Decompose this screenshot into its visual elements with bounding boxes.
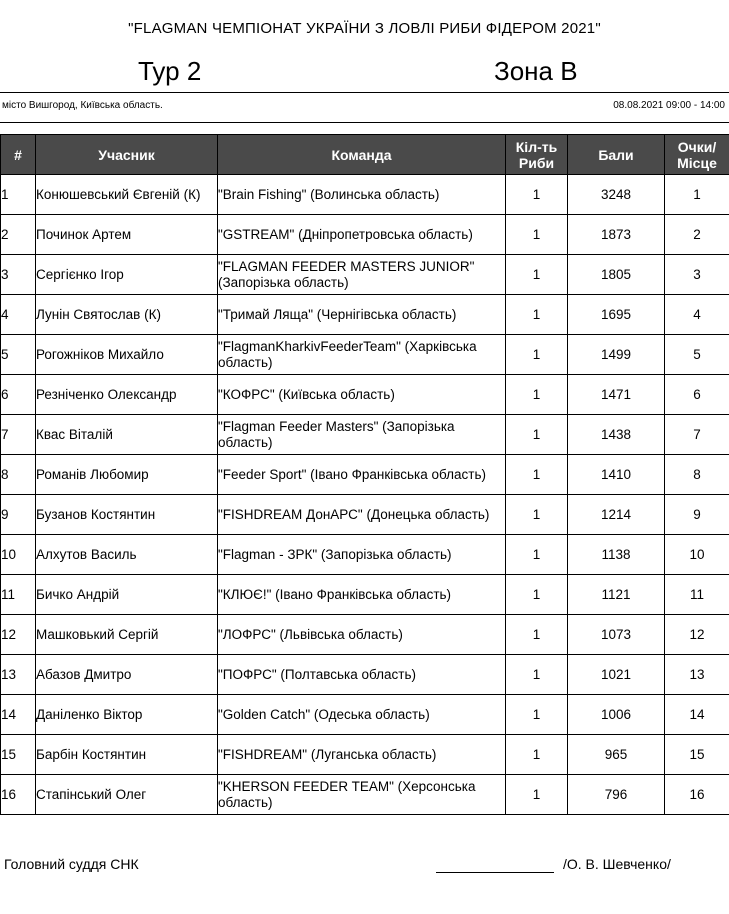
cell-number: 10 (1, 535, 36, 575)
cell-place: 16 (665, 775, 729, 815)
cell-participant: Машковький Сергій (36, 615, 218, 655)
cell-number: 6 (1, 375, 36, 415)
cell-number: 16 (1, 775, 36, 815)
table-row (1, 415, 729, 455)
cell-place: 5 (665, 335, 729, 375)
cell-place: 14 (665, 695, 729, 735)
column-header-points: Бали (568, 135, 665, 175)
cell-team: "КОФРС" (Київська область) (218, 375, 506, 415)
cell-points: 1073 (568, 615, 665, 655)
cell-points: 1214 (568, 495, 665, 535)
cell-participant: Барбін Костянтин (36, 735, 218, 775)
cell-number: 4 (1, 295, 36, 335)
zone-label: Зона B (494, 56, 578, 86)
cell-team: "Flagman - ЗРК" (Запорізька область) (218, 535, 506, 575)
results-table (0, 134, 729, 815)
cell-number: 15 (1, 735, 36, 775)
cell-participant: Резніченко Олександр (36, 375, 218, 415)
judge-label: Головний суддя СНК (4, 856, 139, 872)
cell-participant: Алхутов Василь (36, 535, 218, 575)
cell-place: 6 (665, 375, 729, 415)
cell-team: "КЛЮЄ!" (Івано Франківська область) (218, 575, 506, 615)
cell-points: 1438 (568, 415, 665, 455)
cell-fish-count: 1 (506, 335, 568, 375)
cell-place: 11 (665, 575, 729, 615)
cell-number: 12 (1, 615, 36, 655)
cell-place: 9 (665, 495, 729, 535)
cell-place: 2 (665, 215, 729, 255)
table-row (1, 775, 729, 815)
cell-team: "ЛОФРС" (Львівська область) (218, 615, 506, 655)
column-header-number: # (1, 135, 36, 175)
cell-points: 1805 (568, 255, 665, 295)
cell-team: "Тримай Ляща" (Чернігівська область) (218, 295, 506, 335)
cell-number: 5 (1, 335, 36, 375)
cell-team: "FLAGMAN FEEDER MASTERS JUNIOR" (Запорізька область) (218, 255, 506, 295)
cell-points: 1499 (568, 335, 665, 375)
cell-fish-count: 1 (506, 775, 568, 815)
cell-number: 7 (1, 415, 36, 455)
cell-number: 2 (1, 215, 36, 255)
table-row (1, 695, 729, 735)
cell-place: 3 (665, 255, 729, 295)
cell-participant: Починок Артем (36, 215, 218, 255)
cell-points: 965 (568, 735, 665, 775)
judge-name: /О. В. Шевченко/ (563, 856, 671, 872)
cell-participant: Романів Любомир (36, 455, 218, 495)
cell-team: "Feeder Sport" (Івано Франківська область) (218, 455, 506, 495)
cell-number: 14 (1, 695, 36, 735)
cell-number: 8 (1, 455, 36, 495)
cell-points: 1021 (568, 655, 665, 695)
table-row (1, 735, 729, 775)
table-row (1, 255, 729, 295)
cell-participant: Рогожніков Михайло (36, 335, 218, 375)
cell-points: 3248 (568, 175, 665, 215)
cell-number: 13 (1, 655, 36, 695)
location-text: місто Вишгород, Київська область. (2, 100, 163, 111)
cell-points: 1006 (568, 695, 665, 735)
column-header-participant: Учасник (36, 135, 218, 175)
cell-team: "Flagman Feeder Masters" (Запорізька область) (218, 415, 506, 455)
cell-participant: Лунін Святослав (К) (36, 295, 218, 335)
table-row (1, 495, 729, 535)
cell-number: 11 (1, 575, 36, 615)
cell-fish-count: 1 (506, 375, 568, 415)
cell-participant: Стапінський Олег (36, 775, 218, 815)
cell-number: 1 (1, 175, 36, 215)
cell-points: 1873 (568, 215, 665, 255)
cell-points: 1471 (568, 375, 665, 415)
table-row (1, 575, 729, 615)
round-label: Тур 2 (138, 56, 202, 86)
cell-participant: Даніленко Віктор (36, 695, 218, 735)
cell-place: 4 (665, 295, 729, 335)
cell-points: 1138 (568, 535, 665, 575)
cell-team: "KHERSON FEEDER TEAM" (Херсонська область) (218, 775, 506, 815)
cell-place: 1 (665, 175, 729, 215)
table-row (1, 335, 729, 375)
cell-team: "ПОФРС" (Полтавська область) (218, 655, 506, 695)
cell-participant: Абазов Дмитро (36, 655, 218, 695)
document-title: "FLAGMAN ЧЕМПІОНАТ УКРАЇНИ З ЛОВЛІ РИБИ ФІДЕРОМ 2021" (128, 20, 601, 37)
table-row (1, 175, 729, 215)
cell-fish-count: 1 (506, 695, 568, 735)
cell-fish-count: 1 (506, 295, 568, 335)
cell-team: "FISHDREAM" (Луганська область) (218, 735, 506, 775)
table-row (1, 375, 729, 415)
table-row (1, 615, 729, 655)
table-header-row (1, 135, 729, 175)
table-row (1, 455, 729, 495)
table-row (1, 535, 729, 575)
cell-fish-count: 1 (506, 455, 568, 495)
cell-place: 15 (665, 735, 729, 775)
cell-participant: Бичко Андрій (36, 575, 218, 615)
cell-participant: Квас Віталій (36, 415, 218, 455)
cell-place: 13 (665, 655, 729, 695)
cell-points: 1695 (568, 295, 665, 335)
cell-fish-count: 1 (506, 495, 568, 535)
cell-fish-count: 1 (506, 215, 568, 255)
cell-number: 9 (1, 495, 36, 535)
cell-fish-count: 1 (506, 575, 568, 615)
cell-place: 10 (665, 535, 729, 575)
cell-participant: Сергієнко Ігор (36, 255, 218, 295)
cell-points: 796 (568, 775, 665, 815)
divider-top (0, 92, 729, 93)
divider-bottom (0, 122, 729, 123)
cell-place: 7 (665, 415, 729, 455)
table-row (1, 295, 729, 335)
cell-points: 1121 (568, 575, 665, 615)
cell-fish-count: 1 (506, 615, 568, 655)
column-header-place: Очки/ Місце (665, 135, 729, 175)
cell-fish-count: 1 (506, 255, 568, 295)
table-row (1, 655, 729, 695)
signature-line (436, 872, 554, 873)
date-time-text: 08.08.2021 09:00 - 14:00 (613, 100, 725, 111)
cell-team: "Golden Catch" (Одеська область) (218, 695, 506, 735)
cell-place: 8 (665, 455, 729, 495)
column-header-fish-count: Кіл-ть Риби (506, 135, 568, 175)
cell-team: "Brain Fishing" (Волинська область) (218, 175, 506, 215)
cell-team: "FlagmanKharkivFeederTeam" (Харківська область) (218, 335, 506, 375)
cell-fish-count: 1 (506, 655, 568, 695)
table-row (1, 215, 729, 255)
cell-participant: Бузанов Костянтин (36, 495, 218, 535)
cell-fish-count: 1 (506, 175, 568, 215)
cell-points: 1410 (568, 455, 665, 495)
cell-fish-count: 1 (506, 535, 568, 575)
cell-place: 12 (665, 615, 729, 655)
cell-fish-count: 1 (506, 735, 568, 775)
cell-team: "FISHDREAM ДонАРС" (Донецька область) (218, 495, 506, 535)
cell-participant: Конюшевський Євгеній (К) (36, 175, 218, 215)
column-header-team: Команда (218, 135, 506, 175)
cell-number: 3 (1, 255, 36, 295)
cell-fish-count: 1 (506, 415, 568, 455)
cell-team: "GSTREAM" (Дніпропетровська область) (218, 215, 506, 255)
